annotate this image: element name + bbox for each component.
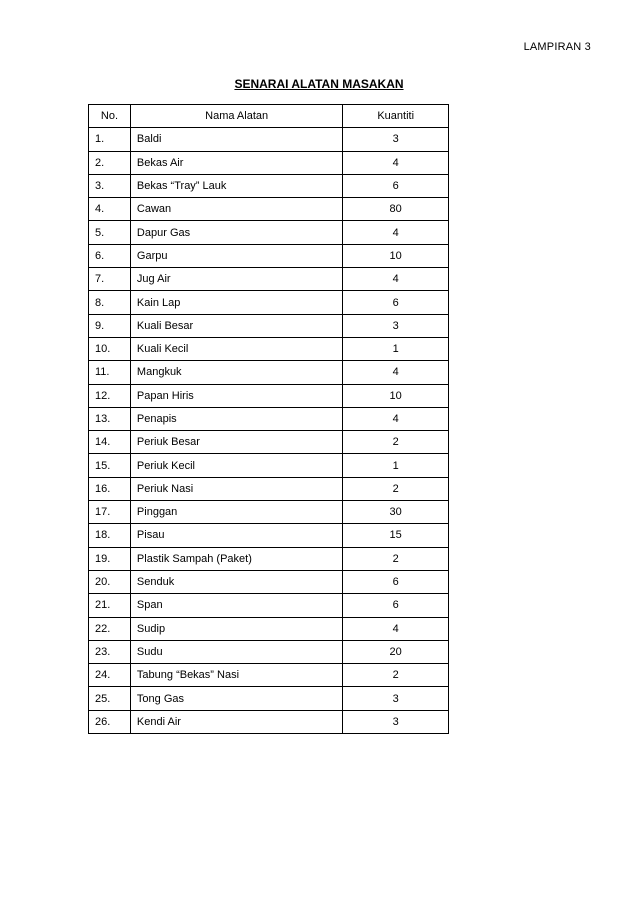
item-quantity: 80 [343, 198, 449, 221]
table-row [89, 384, 449, 407]
table-row [89, 431, 449, 454]
row-number: 12. [89, 384, 131, 407]
item-quantity: 6 [343, 291, 449, 314]
table-row [89, 268, 449, 291]
table-row [89, 407, 449, 430]
row-number: 18. [89, 524, 131, 547]
table-body [89, 128, 449, 734]
item-quantity: 4 [343, 361, 449, 384]
row-number: 19. [89, 547, 131, 570]
row-number: 6. [89, 244, 131, 267]
item-name: Kuali Besar [130, 314, 342, 337]
row-number: 22. [89, 617, 131, 640]
column-header-nama-alatan: Nama Alatan [130, 105, 342, 128]
item-quantity: 4 [343, 407, 449, 430]
table-row [89, 501, 449, 524]
item-name: Garpu [130, 244, 342, 267]
page-title: SENARAI ALATAN MASAKAN [234, 77, 404, 91]
table-header-row [89, 105, 449, 128]
item-quantity: 1 [343, 337, 449, 360]
row-number: 24. [89, 664, 131, 687]
row-number: 8. [89, 291, 131, 314]
row-number: 20. [89, 570, 131, 593]
table-row [89, 174, 449, 197]
item-name: Dapur Gas [130, 221, 342, 244]
item-quantity: 2 [343, 477, 449, 500]
table-row [89, 524, 449, 547]
appendix-label: LAMPIRAN 3 [523, 41, 591, 53]
table-row [89, 361, 449, 384]
row-number: 10. [89, 337, 131, 360]
table-row [89, 477, 449, 500]
item-quantity: 2 [343, 547, 449, 570]
item-name: Tong Gas [130, 687, 342, 710]
equipment-table [88, 104, 449, 734]
item-name: Bekas “Tray” Lauk [130, 174, 342, 197]
item-name: Periuk Kecil [130, 454, 342, 477]
row-number: 11. [89, 361, 131, 384]
item-name: Jug Air [130, 268, 342, 291]
item-quantity: 6 [343, 570, 449, 593]
table-row [89, 314, 449, 337]
row-number: 16. [89, 477, 131, 500]
row-number: 17. [89, 501, 131, 524]
item-quantity: 3 [343, 128, 449, 151]
item-quantity: 6 [343, 174, 449, 197]
item-name: Kendi Air [130, 710, 342, 733]
item-name: Senduk [130, 570, 342, 593]
item-name: Cawan [130, 198, 342, 221]
column-header-kuantiti: Kuantiti [343, 105, 449, 128]
item-quantity: 10 [343, 244, 449, 267]
table-row [89, 617, 449, 640]
item-name: Papan Hiris [130, 384, 342, 407]
item-name: Bekas Air [130, 151, 342, 174]
item-quantity: 1 [343, 454, 449, 477]
column-header-no: No. [89, 105, 131, 128]
table-row [89, 128, 449, 151]
item-name: Baldi [130, 128, 342, 151]
row-number: 9. [89, 314, 131, 337]
row-number: 4. [89, 198, 131, 221]
row-number: 14. [89, 431, 131, 454]
item-name: Plastik Sampah (Paket) [130, 547, 342, 570]
item-name: Periuk Besar [130, 431, 342, 454]
item-quantity: 2 [343, 431, 449, 454]
item-quantity: 10 [343, 384, 449, 407]
item-name: Penapis [130, 407, 342, 430]
item-quantity: 2 [343, 664, 449, 687]
row-number: 23. [89, 640, 131, 663]
row-number: 26. [89, 710, 131, 733]
item-name: Periuk Nasi [130, 477, 342, 500]
table-row [89, 198, 449, 221]
row-number: 15. [89, 454, 131, 477]
table-row [89, 570, 449, 593]
item-name: Span [130, 594, 342, 617]
row-number: 2. [89, 151, 131, 174]
item-quantity: 30 [343, 501, 449, 524]
table-row [89, 151, 449, 174]
table-row [89, 244, 449, 267]
item-quantity: 3 [343, 687, 449, 710]
table-row [89, 291, 449, 314]
table-row [89, 640, 449, 663]
item-quantity: 3 [343, 710, 449, 733]
row-number: 3. [89, 174, 131, 197]
item-name: Mangkuk [130, 361, 342, 384]
table-row [89, 664, 449, 687]
item-quantity: 20 [343, 640, 449, 663]
table-row [89, 594, 449, 617]
row-number: 25. [89, 687, 131, 710]
item-quantity: 4 [343, 617, 449, 640]
item-quantity: 15 [343, 524, 449, 547]
item-name: Tabung “Bekas” Nasi [130, 664, 342, 687]
table-row [89, 337, 449, 360]
item-name: Pisau [130, 524, 342, 547]
table-row [89, 710, 449, 733]
row-number: 5. [89, 221, 131, 244]
item-quantity: 4 [343, 268, 449, 291]
row-number: 7. [89, 268, 131, 291]
item-name: Pinggan [130, 501, 342, 524]
table-row [89, 454, 449, 477]
row-number: 21. [89, 594, 131, 617]
item-name: Kain Lap [130, 291, 342, 314]
item-quantity: 4 [343, 151, 449, 174]
item-name: Sudu [130, 640, 342, 663]
table-row [89, 221, 449, 244]
item-quantity: 4 [343, 221, 449, 244]
row-number: 13. [89, 407, 131, 430]
item-name: Kuali Kecil [130, 337, 342, 360]
table-row [89, 687, 449, 710]
row-number: 1. [89, 128, 131, 151]
item-name: Sudip [130, 617, 342, 640]
item-quantity: 3 [343, 314, 449, 337]
table-row [89, 547, 449, 570]
item-quantity: 6 [343, 594, 449, 617]
